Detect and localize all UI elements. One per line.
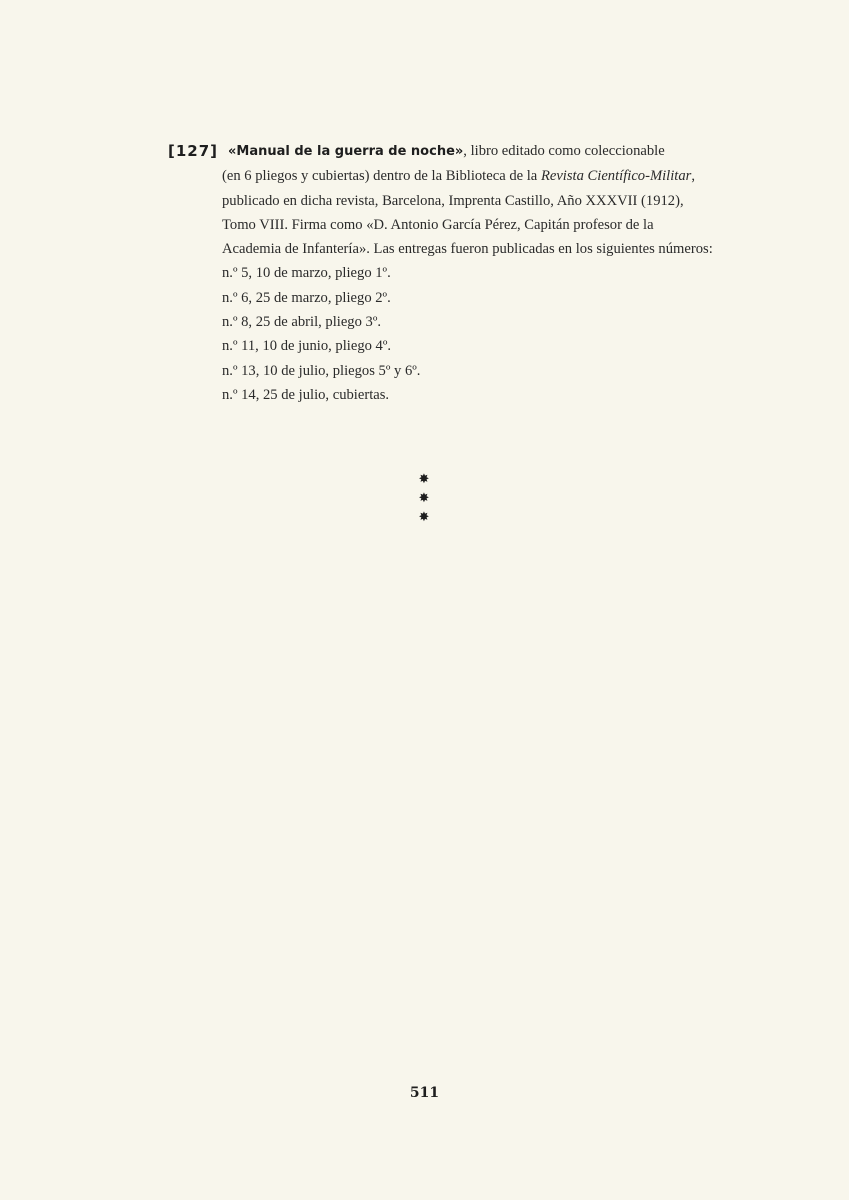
entry-title: «Manual de la guerra de noche» [228,144,464,159]
entry-line-2-pre: (en 6 pliegos y cubiertas) dentro de la Biblioteca de la [222,168,541,185]
issue-item: n.º 5, 10 de marzo, pliego 1º. [222,265,391,282]
issue-item: n.º 14, 25 de julio, cubiertas. [222,386,390,403]
entry-line-1-rest: , libro editado como coleccionable [463,143,665,159]
journal-title: Revista Científico-Militar [540,168,692,185]
asterism-star-icon: ✸ [418,491,430,506]
entry-line-5: Academia de Infantería». Las entregas fueron publicadas en los siguientes números: [222,241,713,258]
issue-item: n.º 11, 10 de junio, pliego 4º. [222,338,392,355]
page-number: 511 [409,1085,440,1101]
entry-number: [127] [168,142,219,160]
entry-body [222,139,722,407]
entry-line-2-post: , [691,168,695,185]
entry-line-3: publicado en dicha revista, Barcelona, Imprenta Castillo, Año XXXVII (1912), [222,192,684,209]
issue-item: n.º 13, 10 de julio, pliegos 5º y 6º. [222,362,421,379]
asterism-star-icon: ✸ [418,510,430,525]
entry-line-4: Tomo VIII. Firma como «D. Antonio García Pérez, Capitán profesor de la [222,216,654,233]
issue-item: n.º 6, 25 de marzo, pliego 2º. [222,289,391,306]
asterism-star-icon: ✸ [418,472,430,487]
issue-item: n.º 8, 25 de abril, pliego 3º. [222,314,382,331]
entry-line-1 [222,139,722,164]
entry-line-2 [222,164,722,188]
section-ornament [416,470,432,527]
